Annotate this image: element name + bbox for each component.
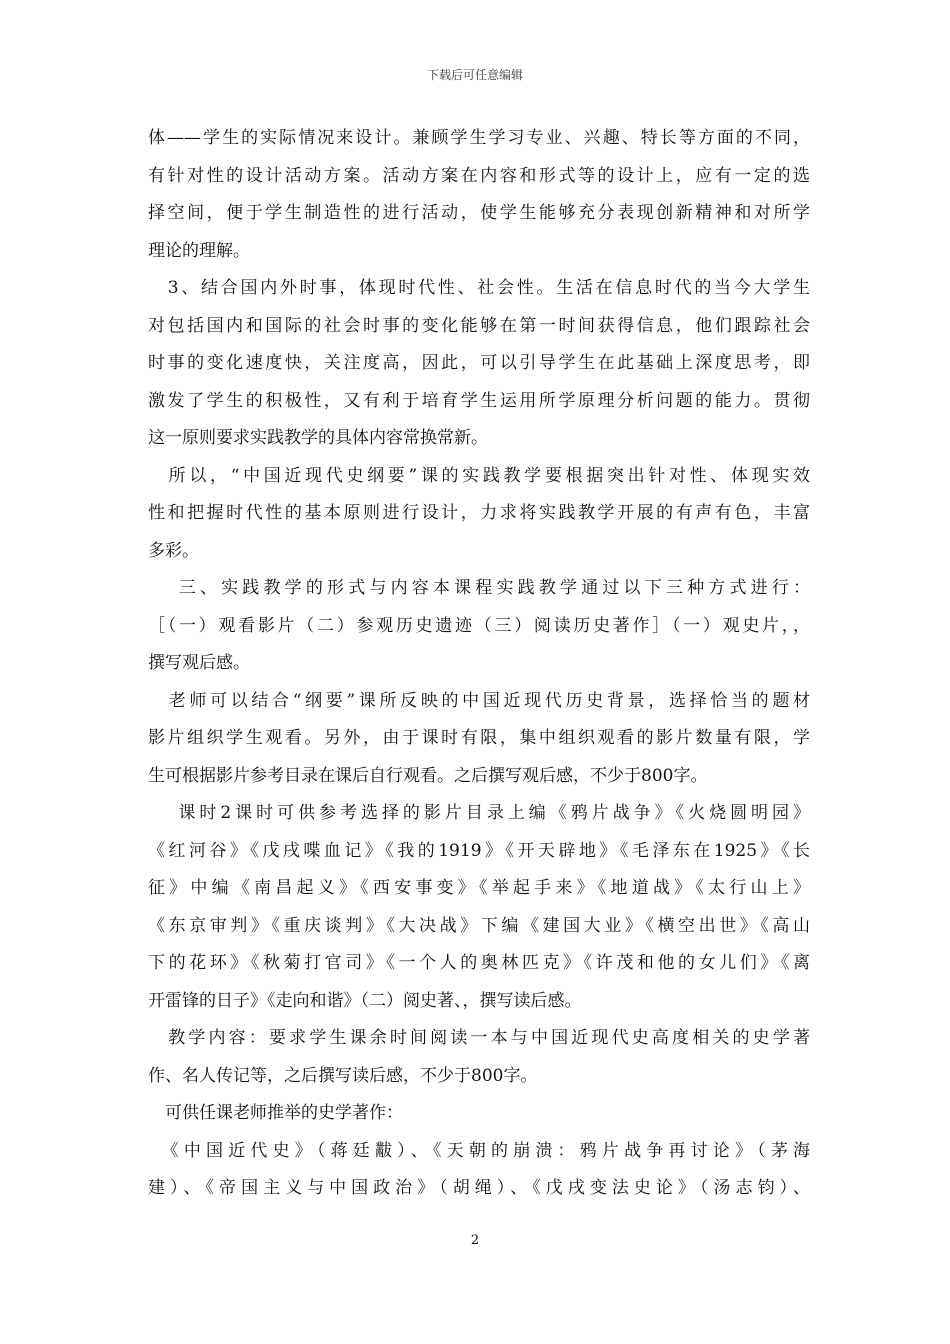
text-line: 可供任课老师推举的史学著作： bbox=[148, 1103, 403, 1123]
text-line: 这一原则要求实践教学的具体内容常换常新。 bbox=[148, 428, 488, 448]
text-line: 《红河谷》《戊戌喋血记》《我的1919》《开天辟地》《毛泽东在1925》《长 bbox=[148, 840, 810, 861]
page-number: 2 bbox=[470, 1233, 480, 1248]
text-line: 《东京审判》《重庆谈判》《大决战》下编《建国大业》《横空出世》《高山 bbox=[148, 915, 810, 936]
page-header: 下载后可任意编辑 bbox=[426, 68, 523, 82]
text-line: 生可根据影片参考目录在课后自行观看。之后撰写观后感，不少于800字。 bbox=[148, 765, 708, 786]
text-line: 激发了学生的积极性，又有利于培育学生运用所学原理分析问题的能力。贯彻 bbox=[148, 390, 810, 411]
text-line: 三、实践教学的形式与内容本课程实践教学通过以下三种方式进行： bbox=[148, 578, 810, 598]
text-line: 对包括国内和国际的社会时事的变化能够在第一时间获得信息，他们跟踪社会 bbox=[148, 315, 810, 336]
text-line: 性和把握时代性的基本原则进行设计，力求将实践教学开展的有声有色，丰富 bbox=[148, 503, 810, 523]
text-line: 3、结合国内外时事，体现时代性、社会性。生活在信息时代的当今大学生 bbox=[148, 278, 810, 298]
text-line: 作、名人传记等，之后撰写读后感，不少于800字。 bbox=[148, 1065, 538, 1086]
text-line: 征》中编《南昌起义》《西安事变》《举起手来》《地道战》《太行山上》 bbox=[148, 878, 810, 898]
text-line: 开雷锋的日子》《走向和谐》（二）阅史著、，撰写读后感。 bbox=[148, 990, 582, 1011]
text-line: 老师可以结合“纲要”课所反映的中国近现代历史背景，选择恰当的题材 bbox=[148, 690, 810, 711]
text-line: ［（一）观看影片（二）参观历史遗迹（三）阅读历史著作］（一）观史片，， bbox=[148, 615, 810, 636]
text-line: 时事的变化速度快，关注度高，因此，可以引导学生在此基础上深度思考，即 bbox=[148, 353, 810, 373]
text-line: 教学内容：要求学生课余时间阅读一本与中国近现代史高度相关的史学著 bbox=[148, 1028, 810, 1048]
text-line: 理论的理解。 bbox=[148, 240, 250, 261]
text-line: 下的花环》《秋菊打官司》《一个人的奥林匹克》《许茂和他的女儿们》《离 bbox=[148, 953, 810, 973]
document-body bbox=[148, 120, 810, 1208]
text-line: 建）、《帝国主义与中国政治》（胡绳）、《戊戌变法史论》（汤志钧）、 bbox=[148, 1178, 810, 1198]
text-line: 体——学生的实际情况来设计。兼顾学生学习专业、兴趣、特长等方面的不同， bbox=[148, 128, 810, 148]
text-line: 影片组织学生观看。另外，由于课时有限，集中组织观看的影片数量有限，学 bbox=[148, 728, 810, 748]
text-line: 所以，“中国近现代史纲要”课的实践教学要根据突出针对性、体现实效 bbox=[148, 465, 810, 486]
text-line: 课时2课时可供参考选择的影片目录上编《鸦片战争》《火烧圆明园》 bbox=[148, 803, 810, 823]
text-line: 有针对性的设计活动方案。活动方案在内容和形式等的设计上，应有一定的选 bbox=[148, 165, 810, 186]
text-line: 择空间，便于学生制造性的进行活动，使学生能够充分表现创新精神和对所学 bbox=[148, 203, 810, 223]
text-line: 多彩。 bbox=[148, 540, 199, 561]
text-line: 撰写观后感。 bbox=[148, 653, 250, 673]
text-line: 《中国近代史》（蒋廷黻）、《天朝的崩溃：鸦片战争再讨论》（茅海 bbox=[148, 1140, 810, 1161]
